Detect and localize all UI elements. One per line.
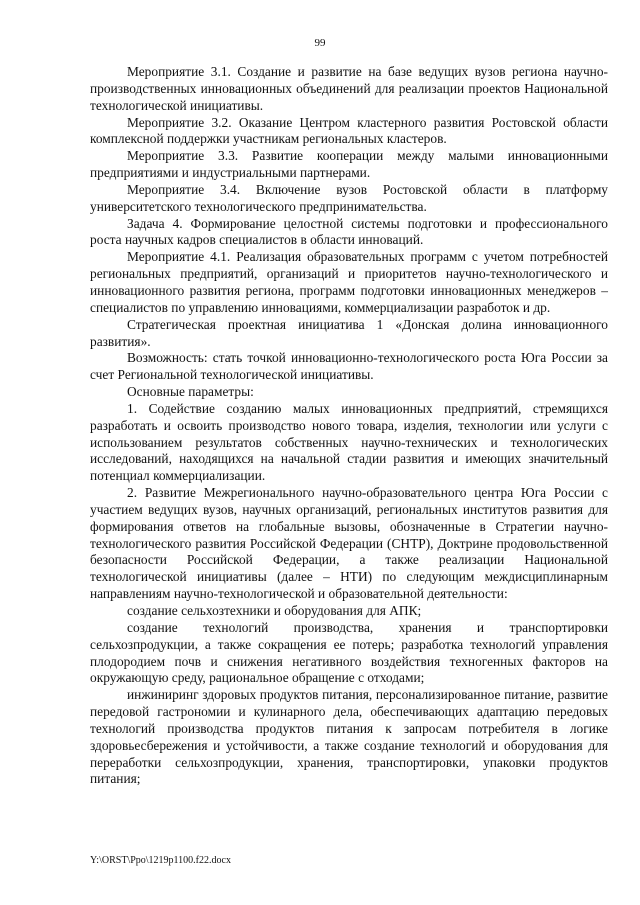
paragraph-parameter-1: 1. Содействие созданию малых инновационных предприятий, стремящихся разработать и освоить производство нового товара, изделия, технологии или услуги с использованием результатов собственных научно-технических и технологических исследований, находящихся на начальной стадии развития и имеющих значительный потенциал коммерциализации.: [90, 400, 608, 484]
paragraph-parameter-2: 2. Развитие Межрегионального научно-образовательного центра Юга России с участием ведущих вузов, научных организаций, региональных институтов развития для формирования ответов на глобальные вызовы, обозначенные в Стратегии научно-технологического развития Российской Федерации (СНТР), Доктрине продовольственной безопасности Российской Федерации, а также реализации Национальной технологической инициативы (далее – НТИ) по следующим междисциплинарным направлениям научно-технологической и образовательной деятельности:: [90, 485, 608, 602]
paragraph-opportunity: Возможность: стать точкой инновационно-технологического роста Юга России за счет Региональной технологической инициативы.: [90, 350, 608, 383]
paragraph-main-parameters: Основные параметры:: [127, 384, 254, 400]
paragraph-measure-3-3: Мероприятие 3.3. Развитие кооперации между малыми инновационными предприятиями и индустриальными партнерами.: [90, 148, 608, 181]
page-number: 99: [314, 37, 326, 49]
paragraph-measure-4-1: Мероприятие 4.1. Реализация образовательных программ с учетом потребностей региональных предприятий, организаций и приоритетов научно-технологического и инновационного развития региона, программ подготовки инновационных менеджеров – специалистов по управлению инновациями, коммерциализации разработок и др.: [90, 249, 608, 315]
body-text: [90, 64, 608, 788]
paragraph-measure-3-4: Мероприятие 3.4. Включение вузов Ростовской области в платформу университетского технологического предпринимательства.: [90, 181, 608, 214]
paragraph-direction-food-engineering: инжиниринг здоровых продуктов питания, персонализированное питание, развитие передовой гастрономии и кулинарного дела, обеспечивающих адаптацию передовых технологий производства продуктов питания к запросам потребителя в логике здоровьесбережения и устойчивости, а также создание технологий и оборудования для переработки сельхозпродукции, хранения, транспортировки, упаковки продуктов питания;: [90, 687, 608, 787]
paragraph-strategic-initiative: Стратегическая проектная инициатива 1 «Донская долина инновационного развития».: [90, 316, 608, 349]
paragraph-measure-3-1: Мероприятие 3.1. Создание и развитие на базе ведущих вузов региона научно-производственных инновационных объединений для реализации проектов Национальной технологической инициативы.: [90, 64, 608, 113]
paragraph-measure-3-2: Мероприятие 3.2. Оказание Центром кластерного развития Ростовской области комплексной поддержки участникам региональных кластеров.: [90, 114, 608, 147]
footer-file-path: Y:\ORST\Ppo\1219p1100.f22.docx: [90, 855, 231, 866]
paragraph-task-4: Задача 4. Формирование целостной системы подготовки и профессионального роста научных кадров специалистов в области инноваций.: [90, 215, 608, 248]
paragraph-direction-agri-machinery: создание сельхозтехники и оборудования для АПК;: [127, 603, 422, 618]
paragraph-direction-agri-technologies: создание технологий производства, хранения и транспортировки сельхозпродукции, а также сокращения ее потерь; разработка технологий управления плодородием почв и снижения негативного воздействия техногенных факторов на окружающую среду, рациональное обращение с отходами;: [90, 619, 608, 686]
